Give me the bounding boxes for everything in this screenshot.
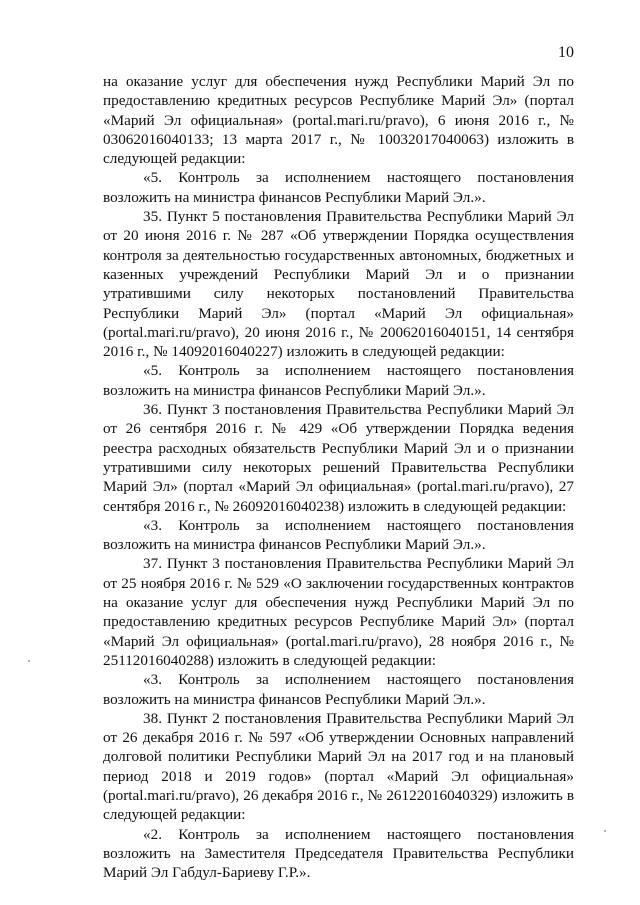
item-35-paragraph: 35. Пункт 5 постановления Правительства Республики Марий Эл от 20 июня 2016 г. № 287 «Об утверждении Порядка осуществления контроля за деятельностью государственных автономных, бюджетных и казенных учреждений Республики Марий Эл и о признании утратившими силу некоторых постановлений Правительства Республики Марий Эл» (портал «Марий Эл официальная» (portal.mari.ru/pravo), 20 июня 2016 г., № 20062016040151, 14 сентября 2016 г., № 14092016040227) изложить в следующей редакции: [103,208,574,361]
paragraph-continuation: на оказание услуг для обеспечения нужд Республики Марий Эл по предоставлению кредитных ресурсов Республике Марий Эл» (портал «Марий Эл официальная» (portal.mari.ru/pravo), 6 июня 2016 г., № 03062016040133; 13 марта 2017 г., № 10032017040063) изложить в следующей редакции: [103,73,574,168]
item-37-paragraph: 37. Пункт 3 постановления Правительства Республики Марий Эл от 25 ноября 2016 г. № 529 «О заключении государственных контрактов на оказание услуг для обеспечения нужд Республики Марий Эл по предоставлению кредитных ресурсов Республике Марий Эл» (портал «Марий Эл официальная» (portal.mari.ru/pravo), 28 ноября 2016 г., № 25112016040288) изложить в следующей редакции: [103,555,574,669]
item-38-paragraph: 38. Пункт 2 постановления Правительства Республики Марий Эл от 26 декабря 2016 г. № 597 «Об утверждении Основных направлений долговой политики Республики Марий Эл на 2017 год и на плановый период 2018 и 2019 годов» (портал «Марий Эл официальная» (portal.mari.ru/pravo), 26 декабря 2016 г., № 26122016040329) изложить в следующей редакции: [103,709,574,824]
quoted-amendment-paragraph: «3. Контроль за исполнением настоящего постановления возложить на министра финансов Республики Марий Эл.». [103,671,574,708]
quoted-amendment-paragraph: «5. Контроль за исполнением настоящего постановления возложить на министра финансов Республики Марий Эл.». [103,362,574,399]
item-36-paragraph: 36. Пункт 3 постановления Правительства Республики Марий Эл от 26 сентября 2016 г. № 429 «Об утверждении Порядка ведения реестра расходных обязательств Республики Марий Эл и о признании утратившими силу некоторых решений Правительства Республики Марий Эл» (портал «Марий Эл официальная» (portal.mari.ru/pravo), 27 сентября 2016 г., № 26092016040238) изложить в следующей редакции: [103,401,574,515]
quoted-amendment-paragraph: «5. Контроль за исполнением настоящего постановления возложить на министра финансов Республики Марий Эл.». [103,169,574,206]
quoted-amendment-paragraph: «2. Контроль за исполнением настоящего постановления возложить на Заместителя Председателя Правительства Республики Марий Эл Габдул-Бариеву Г.Р.». [103,825,574,882]
scan-speck [604,830,606,832]
document-body [103,72,574,882]
scan-speck [28,660,30,662]
quoted-amendment-paragraph: «3. Контроль за исполнением настоящего постановления возложить на министра финансов Республики Марий Эл.». [103,516,574,554]
page-number: 10 [558,44,574,61]
